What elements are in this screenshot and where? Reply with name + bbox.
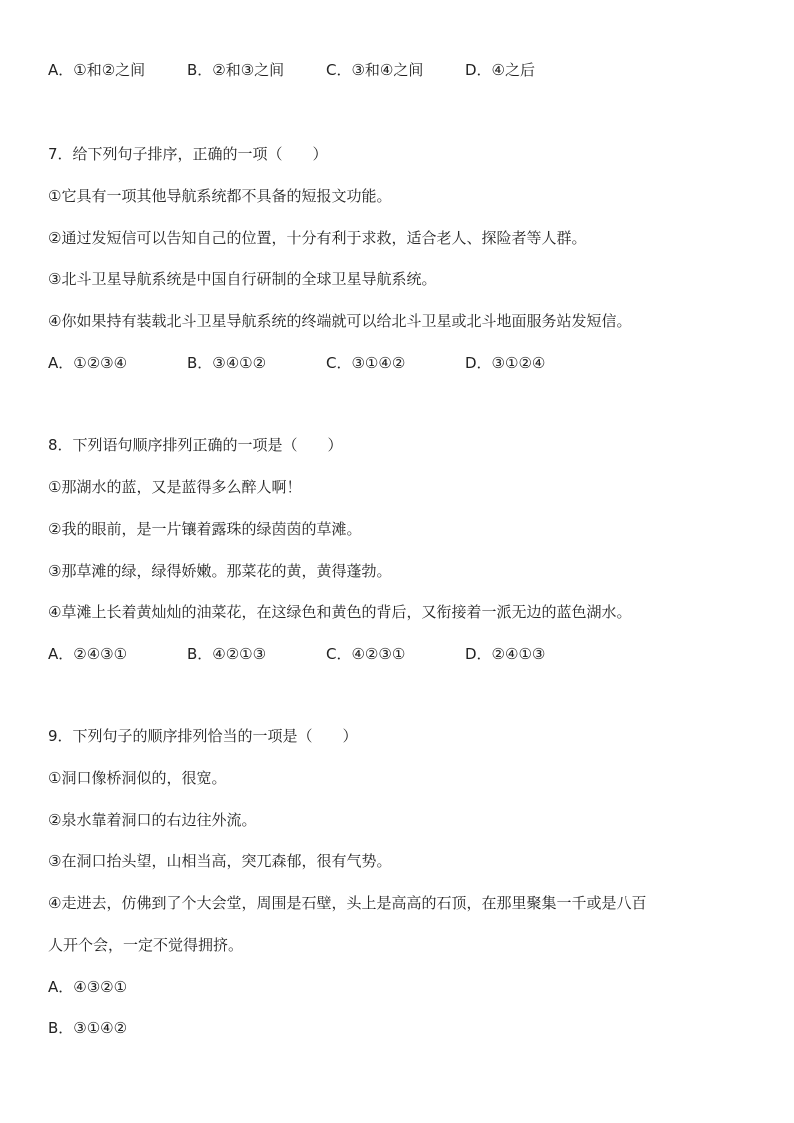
- q6-option-c[interactable]: C．③和④之间: [326, 61, 424, 79]
- q9-option-b[interactable]: B．③①④②: [48, 1019, 128, 1037]
- q9-sentence-1: ①洞口像桥洞似的，很宽。: [48, 769, 227, 787]
- q8-sentence-3: ③那草滩的绿，绿得娇嫩。那菜花的黄，黄得蓬勃。: [48, 562, 392, 580]
- q8-option-a[interactable]: A．②④③①: [48, 645, 128, 663]
- q7-options: [48, 353, 545, 373]
- q9-sentence-4-cont: 人开个会，一定不觉得拥挤。: [48, 936, 244, 954]
- q8-sentence-2: ②我的眼前，是一片镶着露珠的绿茵茵的草滩。: [48, 520, 362, 538]
- q7-option-a[interactable]: A．①②③④: [48, 354, 128, 372]
- q9-sentence-4: ④走进去，仿佛到了个大会堂，周围是石壁，头上是高高的石顶，在那里聚集一千或是八百: [48, 894, 647, 912]
- q8-sentence-4: ④草滩上长着黄灿灿的油菜花，在这绿色和黄色的背后，又衔接着一派无边的蓝色湖水。: [48, 603, 632, 621]
- q7-sentence-1: ①它具有一项其他导航系统都不具备的短报文功能。: [48, 187, 392, 205]
- q7-option-b[interactable]: B．③④①②: [187, 354, 267, 372]
- q6-option-d[interactable]: D．④之后: [465, 61, 535, 79]
- q6-option-b[interactable]: B．②和③之间: [187, 61, 285, 79]
- q7-option-d[interactable]: D．③①②④: [465, 354, 546, 372]
- q9-sentence-3: ③在洞口抬头望，山相当高，突兀森郁，很有气势。: [48, 852, 392, 870]
- q8-option-b[interactable]: B．④②①③: [187, 645, 267, 663]
- q8-option-d[interactable]: D．②④①③: [465, 645, 546, 663]
- q9-option-a[interactable]: A．④③②①: [48, 978, 128, 996]
- q6-option-a[interactable]: A．①和②之间: [48, 61, 146, 79]
- q7-stem: 7．给下列句子排序，正确的一项（ ）: [48, 145, 328, 163]
- q7-sentence-3: ③北斗卫星导航系统是中国自行研制的全球卫星导航系统。: [48, 270, 437, 288]
- q9-sentence-2: ②泉水靠着洞口的右边往外流。: [48, 811, 257, 829]
- q6-options: [48, 60, 535, 80]
- q8-options: [48, 644, 545, 664]
- q8-option-c[interactable]: C．④②③①: [326, 645, 406, 663]
- q7-sentence-2: ②通过发短信可以告知自己的位置，十分有利于求救，适合老人、探险者等人群。: [48, 229, 587, 247]
- q7-sentence-4: ④你如果持有装载北斗卫星导航系统的终端就可以给北斗卫星或北斗地面服务站发短信。: [48, 312, 632, 330]
- q9-stem: 9．下列句子的顺序排列恰当的一项是（ ）: [48, 727, 358, 745]
- q8-sentence-1: ①那湖水的蓝，又是蓝得多么醉人啊！: [48, 478, 302, 496]
- q7-option-c[interactable]: C．③①④②: [326, 354, 406, 372]
- q8-stem: 8．下列语句顺序排列正确的一项是（ ）: [48, 436, 343, 454]
